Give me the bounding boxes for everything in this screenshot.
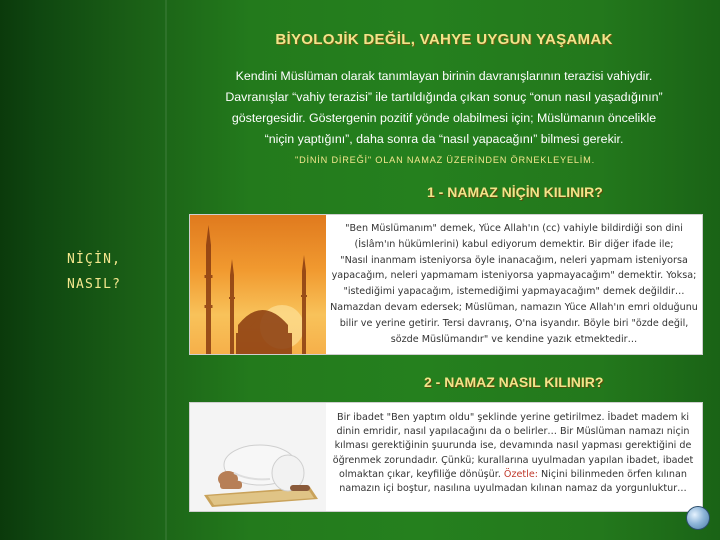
text-line: namazın içi boştur, nasılına uyulmadan kılınan namaz da yorgunluktur…	[339, 483, 687, 495]
intro-line: Kendini Müslüman olarak tanımlayan birinin davranışlarının terazisi vahiydir.	[235, 69, 653, 83]
text-line: kılması gerektiğinin şuurunda ise, devamında nasıl yapması gerektiğini de	[334, 440, 692, 452]
section1-text	[330, 221, 698, 347]
text-line: bilir ve yerine getirir. Tersi davranış, O'na isyandır. Böyle biri "özde değil,	[339, 317, 689, 329]
intro-line: göstergesidir. Göstergenin pozitif yönde olabilmesi için; Müslümanın öncelikle	[231, 111, 657, 125]
text-line: sözde Müslümandır" ve kendine yazık etmektedir…	[390, 333, 638, 345]
text-line: (İslâm'ın hükümlerini) kabul ediyorum demektir. Bir diğer ifade ile;	[354, 238, 674, 250]
text-segment: olmaktan çıkar, keyfiliğe dönüşür.	[339, 468, 504, 480]
section2-text	[330, 411, 696, 496]
section2-card	[189, 402, 703, 512]
intro-line: “niçin yaptığını”, daha sonra da “nasıl yapacağını” bilmesi gerekir.	[264, 132, 624, 146]
text-line: Namazdan devam edersek; Müslüman, namazın Yüce Allah'ın emri olduğunu	[330, 301, 698, 313]
side-label-why: NİÇİN,	[67, 252, 122, 267]
text-line: "istediğimi yapacağım, istemediğimi yapmayacağım" demek değildir…	[343, 286, 685, 298]
divider	[165, 0, 167, 540]
navigation-orb-icon[interactable]	[686, 506, 710, 530]
intro-line: Davranışlar “vahiy terazisi” ile tartıldığında çıkan sonuç “onun nasıl yaşadığının”	[225, 90, 663, 104]
text-line: yapacağım, neleri yapmamam isteniyorsa yapmayacağım" demektir. Yoksa;	[331, 270, 697, 282]
section2-heading: 2 - NAMAZ NASIL KILINIR?	[424, 374, 604, 390]
text-line: "Ben Müslümanım" demek, Yüce Allah'ın (cc) vahiyle bildirdiği son dini	[345, 223, 683, 234]
text-segment: Niçini bilinmeden örfen kılınan	[537, 468, 687, 480]
mosque-sunset-image	[190, 215, 326, 354]
slide-title: BİYOLOJİK DEĞİL, VAHYE UYGUN YAŞAMAK	[275, 31, 613, 48]
text-line	[330, 468, 696, 482]
side-label-how: NASIL?	[67, 277, 122, 292]
summary-accent: Özetle:	[503, 468, 538, 480]
text-line: "Nasıl inanmam isteniyorsa öyle inanacağım, neleri yapmam isteniyorsa	[340, 254, 688, 266]
section1-card	[189, 214, 703, 355]
prostrating-man-image	[190, 403, 326, 511]
text-line: Bir ibadet "Ben yaptım oldu" şeklinde yerine getirilmez. İbadet madem ki	[337, 412, 689, 423]
section1-heading: 1 - NAMAZ NİÇİN KILINIR?	[427, 184, 603, 200]
intro-paragraph	[200, 66, 688, 150]
text-line: öğrenmek zorundadır. Çünkü; kurallarına uyulmadan yapılan ibadet, ibadet	[332, 454, 694, 466]
text-line: dinin emridir, nasıl yapılacağını da o belirler… Bir Müslüman namazı niçin	[336, 426, 690, 438]
example-line: "DİNİN DİREĞİ" OLAN NAMAZ ÜZERİNDEN ÖRNEKLEYELİM.	[295, 155, 595, 165]
